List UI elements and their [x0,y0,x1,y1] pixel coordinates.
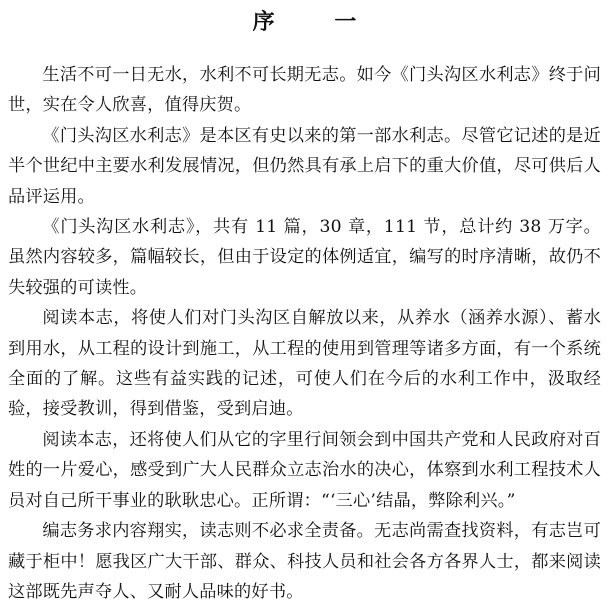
page-title: 序 一 [252,10,383,35]
paragraph-5: 阅读本志，还将使人们从它的字里行间领会到中国共产党和人民政府对百姓的一片爱心，感受到广大人民群众立志治水的决心，体察到水利工程技术人员对自己所干事业的耿耿忠心。正所谓：“‘三心’结晶，弊除利兴。” [8,429,601,511]
paragraph-2: 《门头沟区水利志》是本区有史以来的第一部水利志。尽管它记述的是近半个世纪中主要水利发展情况，但仍然具有承上启下的重大价值，尽可供后人品评运用。 [8,125,601,207]
paragraph-3: 《门头沟区水利志》，共有 11 篇，30 章，111 节，总计约 38 万字。虽然内容较多，篇幅较长，但由于设定的体例适宜，编写的时序清晰，故仍不失较强的可读性。 [8,217,601,298]
paragraph-1: 生活不可一日无水，水利不可长期无志。如今《门头沟区水利志》终于问世，实在令人欣喜，值得庆贺。 [8,65,601,116]
paragraph-6: 编志务求内容翔实，读志则不必求全责备。无志尚需查找资料，有志岂可藏于柜中！愿我区广大干部、群众、科技人员和社会各方各界人士，都来阅读这部既先声夺人、又耐人品味的好书。 [8,521,601,602]
preface-body [8,60,601,607]
paragraph-4: 阅读本志，将使人们对门头沟区自解放以来，从养水（涵养水源）、蓄水到用水，从工程的设计到施工，从工程的使用到管理等诸多方面，有一个系统全面的了解。这些有益实践的记述，可使人们在今后的水利工作中，汲取经验，接受教训，得到借鉴，受到启迪。 [8,308,601,420]
